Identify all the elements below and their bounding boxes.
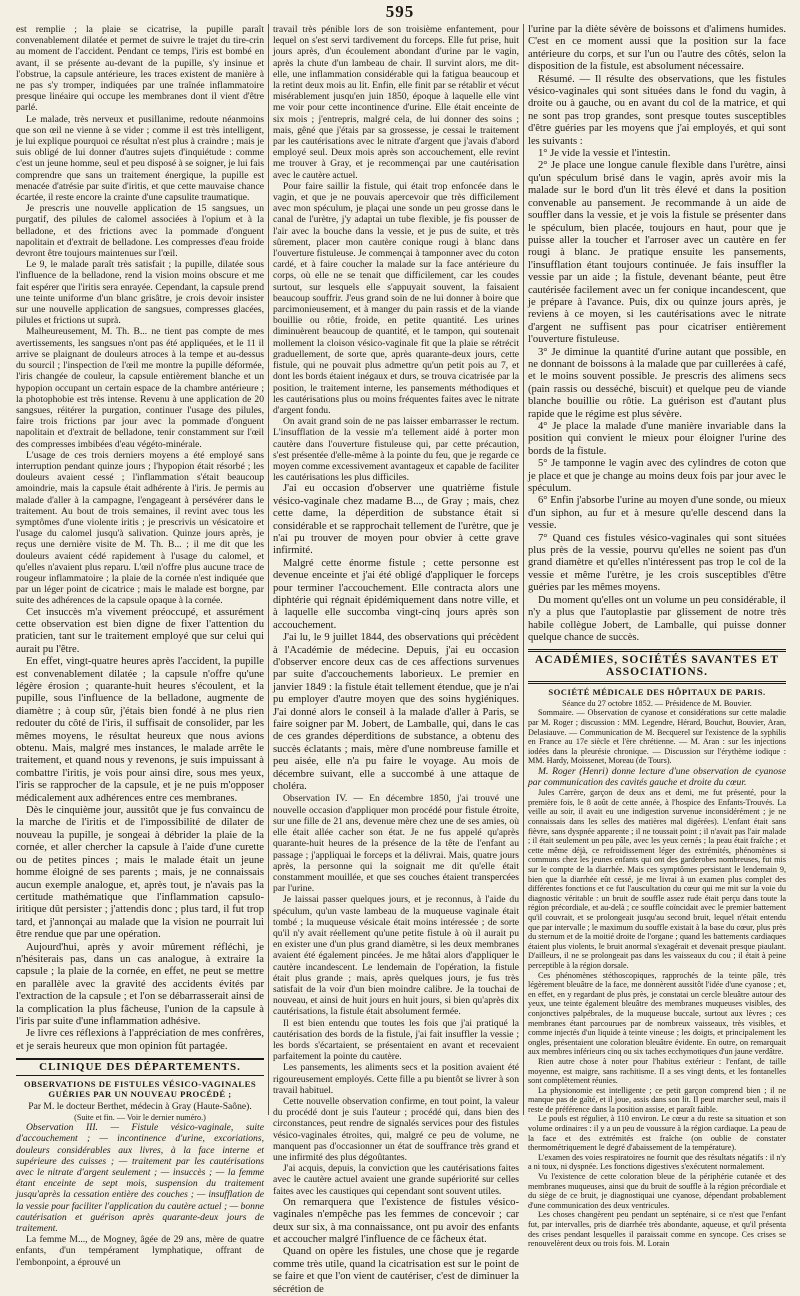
- paragraph: J'ai lu, le 9 juillet 1844, des observations qui précèdent à l'Académie de médecine. Depuis, j'ai eu occasion d'observer encore deux cas de ces affections survenues par suite d'accouchements laborieux. Le premier en janvier 1849 : la fistule était tellement étendue, que je n'ai pu employer d'autre moyen que des soins hygiéniques. J'ai donné alors le conseil à la malade d'aller à Paris, se faire soigner par M. Jobert, de Lamballe, qui, dans le cas de ces grandes déperditions de substance, a obtenu des succès éclatants ; mais, mère d'une nombreuse famille et peu aisée, elle n'a pu faire le voyage. Au mois de décembre suivant, elle a succombé à une attaque de choléra.: [273, 632, 519, 793]
- paragraph: L'usage de ces trois derniers moyens a été employé sans interruption pendant quinze jours ; l'hypopion était résorbé ; les douleurs avaient cessé ; l'inflammation s'était beaucoup amoindrie, mais la capsule était adhérente à l'iris. Je permis au malade d'aller à la campagne, l'engageant à persévérer dans le traitement. Au bout de trois semaines, il revint avec tous les symptômes d'une violente iritis ; je prescrivis un vésicatoire et l'usage du calomel jusqu'à salivation. Quinze jours après, je reçus une dernière visite de M. Th. B... ; il me dit que les douleurs avaient cédé rapidement à l'usage du calomel, et qu'elles n'avaient plus reparu. L'œil n'offre plus aucune trace de rougeur inflammatoire ; la plaie de la cornée n'est indiquée que par un léger point de cicatrice ; mais le malade est borgne, par suite des adhérences de la capsule opaque à la cornée.: [16, 449, 264, 607]
- paragraph: Ces phénomènes stéthoscopiques, rapprochés de la teinte pâle, très légèrement bleuâtre de la face, me donnèrent aussitôt l'idée d'une cyanose ; et, en effet, en y regardant de plus près, je constatai un cercle bleuâtre autour des yeux, une teinte également bleuâtre des membranes muqueuses visibles, des conjonctives palpébrales, de la muqueuse buccale, surtout aux lèvres ; ces membranes étant parcourues par de nombreux vaisseaux, très visibles, et comme injectés d'un liquide à teinte vineuse ; les doigts, et principalement les ongles, présentaient une coloration bleuâtre évidente. En outre, on remarquait aux membres inférieurs cinq ou six taches ecchymotiques d'un jaune verdâtre.: [528, 970, 786, 1057]
- paragraph: La femme M..., de Mogney, âgée de 29 ans, mère de quatre enfants, d'un tempérament lymphatique, offrant de l'embonpoint, a éprouvé un: [16, 1234, 264, 1268]
- paragraph: On avait grand soin de ne pas laisser embarrasser le rectum. L'insufflation de la vessie m'a tellement aidé à porter mon cautère dans l'ouverture fistuleuse qui, par cette précaution, s'est présentée d'elle-même à la pointe du feu, que je regarde ce moyen comme excessivement avantageux et capable de faciliter les cautérisations les plus difficiles.: [273, 416, 519, 484]
- list-item: 5° Je tamponne le vagin avec des cylindres de coton que je place et que je change au moins deux fois par jour avec le spéculum.: [528, 458, 786, 495]
- paragraph: Les choses changèrent peu pendant un septénaire, si ce n'est que l'enfant fut, par intervalles, pris de diarrhée très abondante, aqueuse, et qu'il présenta des crises pendant lesquelles il paraissait comme en syncope. Ces crises se renouvelèrent deux ou trois fois. M. Lorain: [528, 1210, 786, 1249]
- paragraph: Vu l'existence de cette coloration bleue de la périphérie cutanée et des membranes muqueuses, ainsi que du bruit de souffle à la région précordiale et du siège de ce bruit, je diagnostiquai une cyanose, dépendant probablement d'une communication des deux ventricules.: [528, 1172, 786, 1210]
- society-title: SOCIÉTÉ MÉDICALE DES HÔPITAUX DE PARIS.: [548, 686, 766, 697]
- column-left: [16, 24, 264, 1268]
- paragraph: Aujourd'hui, après y avoir mûrement réfléchi, je n'hésiterais pas, dans un cas analogue, à extraire la capsule ; la plaie de la cornée, en effet, ne peut se mettre en parallèle avec la gravité des accidents évités par l'extraction de la capsule ; et l'on se débarrasserait ainsi de la complication la plus fâcheuse, l'union de la capsule à l'iris par suite d'une inflammation adhésive.: [16, 941, 264, 1027]
- paragraph: Cet insuccès m'a vivement préoccupé, et assurément cette observation est bien digne de fixer l'attention du praticien, tant sur le traitement employé que sur celui qui aurait pu l'être.: [16, 606, 264, 655]
- list-item: 4° Je place la malade d'une manière invariable dans la position qui convient le mieux pour éloigner l'urine des bords de la fistule.: [528, 421, 786, 457]
- paragraph: La physionomie est intelligente ; ce petit garçon comprend bien ; il ne manque pas de gaîté, et il joue, assis dans son lit. Il peut marcher seul, mais il reste de préférence dans la position assise, et paraît faible.: [528, 1085, 786, 1114]
- section-heading: ACADÉMIES, SOCIÉTÉS SAVANTES ET ASSOCIATIONS.: [528, 649, 786, 683]
- column-rule: [268, 24, 269, 1115]
- observation-paragraph: Observation IV. — En décembre 1850, j'ai trouvé une nouvelle occasion d'appliquer mon procédé pour fistule étroite, sur une fille de 21 ans, devenue mère chez une de ses amies, où elle était allée cacher son état. Je ne fus appelé qu'après quarante-huit heures de la présence de la tête de l'enfant au passage ; j'appliquai le forceps et la délivrai. Mais, quatre jours après, la personne qui la soignait me dit qu'elle était constamment mouillée, et que ses couches étaient transpercées par l'urine.: [273, 793, 519, 895]
- paragraph: Cette nouvelle observation confirme, en tout point, la valeur du procédé dont je suis l'auteur ; procédé qui, dans bien des circonstances, peut rendre de signalés services pour des fistules vésico-vaginales étroites, qui, malgré ce peu de volume, ne manquent pas d'occasionner un état de souffrance très grand et une infirmité des plus dégoûtantes.: [273, 1095, 519, 1163]
- list-item: 6° Enfin j'absorbe l'urine au moyen d'une sonde, ou mieux d'un siphon, au fur et à mesure qu'elle descend dans la vessie.: [528, 495, 786, 532]
- paragraph: Je laissai passer quelques jours, et je reconnus, à l'aide du spéculum, qu'un vaste lambeau de la muqueuse vaginale était tombé ; la muqueuse vésicale était moins intéressée ; de sorte qu'il n'y avait réellement qu'une petite fistule à où il aurait pu en exister une d'un plus grand diamètre, si les deux membranes avaient été également pincées. Je me hâtai alors d'appliquer le cautère incandescent. Le lendemain de l'opération, la fistule était plus grande ; mais, après quelques jours, je fus très satisfait de la voir d'un bien moindre calibre. Je la touchai de nouveau, et ainsi de huit jours en huit jours, si bien qu'après dix cautérisations, la fistule était absolument fermée.: [273, 894, 519, 1018]
- paragraph: J'ai acquis, depuis, la conviction que les cautérisations faites avec le cautère actuel avaient une grande supériorité sur celles faites avec les caustiques qui cependant sont souvent utiles.: [273, 1163, 519, 1197]
- paragraph: Les pansements, les aliments secs et la position avaient été rigoureusement employés. Cette fille a pu bientôt se livrer à son travail habituel.: [273, 1062, 519, 1096]
- seance-line: Séance du 27 octobre 1852. — Présidence de M. Bouvier.: [562, 698, 752, 708]
- summary-paragraph: Sommaire. — Observation de cyanose et considérations sur cette maladie par M. Roger ; discussion : MM. Legendre, Hérard, Bouchut, Bouvier, Aran, Delasiauve. — Communication de M. Becquerel sur l'existence de la syphilis en France au 17e siècle et l'ère chrétienne. — M. Aran : sur les injections iodées dans la pleurésie chronique. — Discussion sur l'érythème iodique : MM. Hardy, Moissenet, Moreau (de Tours).: [528, 708, 786, 766]
- paragraph: Il est bien entendu que toutes les fois que j'ai pratiqué la cautérisation des bords de la fistule, j'ai fait insuffler la vessie ; les bords s'écartaient, se présentaient en avant et recevaient parfaitement la pointe du cautère.: [273, 1017, 519, 1063]
- column-right: [528, 24, 786, 1249]
- list-item: 3° Je diminue la quantité d'urine autant que possible, en ne donnant de boissons à la malade que par cuillerées à café, et le moins souvent possible. Je prescris des alimens secs (pain rassis ou desséché, biscuit) et quelque peu de viande blanche bouillie ou rôtie. La guérison est d'autant plus rapide que le régime est plus sévère.: [528, 346, 786, 420]
- paragraph: Malgré cette énorme fistule ; cette personne est devenue enceinte et j'ai été obligé d'appliquer le forceps pour terminer l'accouchement. Elle contracta alors une diphtérie qui régnait épidémiquement dans notre ville, et à laquelle elle succomba vingt-cinq jours après son accouchement.: [273, 557, 519, 631]
- paragraph: J'ai eu occasion d'observer une quatrième fistule vésico-vaginale chez madame B..., de Gray ; mais, chez cette dame, la déperdition de substance était si considérable et se rapprochait tellement de l'urètre, que je n'ai pu trouver de moyen pour obvier à cette grave infirmité.: [273, 483, 519, 557]
- paragraph: Jules Carrère, garçon de deux ans et demi, me fut présenté, pour la première fois, le 8 août de cette année, à l'hospice des Enfants-Trouvés. La veille au soir, il avait eu une indigestion survenue inconsidérément ; je ne connaissais dans les selles des matières mal digérées). L'enfant était sans fièvre, sans dyspnée apparente ; il ne toussait point ; il n'avait pas l'air malade ; il était seulement un peu pâle, avec les yeux cernés ; la peau était fraîche ; et cette même déjà, ce refroidissement léger des extrémités, phénomènes si communs chez les jeunes enfants qui ont des garderobes nombreuses, fut mis sur le compte de la diarrhée. Mais ces symptômes persistant le lendemain 9, bien que la diarrhée eût cessé, je me livrai à un examen plus complet des différentes fonctions et ce fut l'auscultation du cœur qui me mit sur la voie du diagnostic véritable : un bruit de souffle assez rude était perçu dans toute la région précordiale, et au-delà ; ce souffle coïncidait avec le premier battement qu'il couvrait, et se prolongeait jusqu'au second bruit, lequel n'était entendu que par intervalle ; le maximum du souffle existait à la base du cœur, plus près du sternum et de la moitié droite de l'organe ; quand les battements cardiaques étaient plus violents, le bruit anormal s'exagérait et devenait presque piaulant. D'ailleurs, il ne se prolongeait pas dans les vaisseaux du cou ; il était à peine perceptible à la région dorsale.: [528, 788, 786, 970]
- paragraph: Je prescris une nouvelle application de 15 sangsues, un purgatif, des pilules de calomel associées à l'opium et à la belladone, et des frictions avec la pommade d'onguent napolitain et d'extrait de belladone. Les compresses d'eau froide devront être toujours maintenues sur l'œil.: [16, 203, 264, 260]
- paragraph: En effet, vingt-quatre heures après l'accident, la pupille est convenablement dilatée ; la capsule n'offre qu'une légère érosion ; quarante-huit heures s'écoulent, et la pupille, sous l'influence de la belladone, augmente de diamètre ; à coup sûr, j'étais bien fondé à ne plus rien redouter du côté de l'iris, il suffisait de consolider, par les mêmes moyens, le résultat heureux que nous avions obtenu. Mais, malgré mes instances, le malade arrête le traitement, et quand nous y revenons, je suis impuissant à combattre l'iritis, je vois pour ainsi dire, sous mes yeux, l'iris se rapprocher de la capsule, et je ne puis m'opposer médicalement aux adhérences entre ces membranes.: [16, 656, 264, 804]
- page-number: 595: [385, 2, 415, 21]
- continuation-note: (Suite et fin. — Voir le dernier numéro.): [74, 1112, 206, 1122]
- list-item: 2° Je place une longue canule flexible dans l'urètre, ainsi qu'un spéculum brisé dans le vagin, après avoir mis la malade sur le bord d'un lit très élevé et dans la position convenable au pansement. Je recommande à un aide de souffler dans la vessie, et je vois la fistule se présenter dans le spéculum, bien placée, toujours en haut, pour que je puisse aller la toucher et l'arroser avec un cautère en fer rougi à blanc. Je pratique ensuite les pansements, l'insufflation étant toujours continuée. Je fais insuffler la vessie par un aide ; la fistule, devenant béante, peut être cautérisée facilement avec un fer conique incandescent, que je prépare à l'avance. Puis, dix ou quinze jours après, je reviens à ce moyen, si les cautérisations avec le nitrate d'argent ne suffisent pas pour cicatriser entièrement l'ouverture fistuleuse.: [528, 160, 786, 346]
- paragraph: M. Roger (Henri) donne lecture d'une observation de cyanose par communication des cavités gauche et droite du cœur.: [528, 765, 786, 789]
- column-middle: [273, 24, 519, 1295]
- article-title: OBSERVATIONS DE FISTULES VÉSICO-VAGINALES GUÉRIES PAR UN NOUVEAU PROCÉDÉ ;: [23, 1079, 257, 1100]
- paragraph: Quand on opère les fistules, une chose que je regarde comme très utile, quand la cicatrisation est sur le point de se faire et que l'on vient de cautériser, c'est de diminuer la sécrétion de: [273, 1246, 519, 1295]
- observation-summary: Observation III. — Fistule vésico-vaginale, suite d'accouchement ; — incontinence d'urine, excoriations, douleurs considérables aux livres, à la face interne et supérieure des cuisses ; — traitement par les cautérisations avec le nitrate d'argent seulement ; — insuccès ; — la femme étant enceinte de sept mois, suspension du traitement jusqu'après la cessation entière des couches ; — insufflation de la vessie pour faciliter l'application du cautère actuel ; — bonne cautérisation et guérison après quarante-deux jours de traitement.: [16, 1122, 264, 1235]
- paragraph: l'urine par la diète sévère de boissons et d'alimens humides. C'est en ce moment aussi que la position sur la face antérieure du corps, et sur l'un ou l'autre des côtés, selon la disposition de la fistule, est absolument nécessaire.: [528, 24, 786, 73]
- paragraph: Le pouls est régulier, à 110 environ. Le cœur a du reste sa situation et son volume ordinaires : il y a un peu de voussure à la région cardiaque. La peau de la face et des extrémités est fraîche (on oublie de constater thermométriquement le degré d'abaissement de la température).: [528, 1114, 786, 1153]
- paragraph: Résumé. — Il résulte des observations, que les fistules vésico-vaginales qui sont situées dans le fond du vagin, à droite ou à gauche, ou en avant du col de la matrice, et qui ne sont pas trop grandes, sont presque toutes susceptibles d'être guéries par les moyens que j'ai employés, et qui sont les suivants :: [528, 73, 786, 147]
- paragraph: Dès le cinquième jour, aussitôt que je fus convaincu de la marche de l'iritis et de l'impossibilité de dilater de nouveau la pupille, je songeai à débrider la plaie de la cornée, et aller chercher la capsule à l'aide d'une curette ou de petites pinces ; mais le malade était un jeune homme éloigné de ses parents ; mais, je ne connaissais aucun exemple analogue, et, après tout, je n'avais pas la certitude mathématique que l'inflammation capsulo-iritique dût persister ; j'attendis donc ; plus tard, il fut trop tard, et j'annonçai au malade que la vision ne pourrait lui être rendue que par une opération.: [16, 805, 264, 941]
- paragraph: Pour faire saillir la fistule, qui était trop enfoncée dans le vagin, et que je ne pouvais apercevoir que très difficilement avec mon spéculum, je plaçai une sonde un peu grosse dans le canal de l'urètre, j'y adaptai un tube flexible, je fis pousser de l'air avec la bouche dans la vessie, et je pus de suite, et très sûrement, placer mon cautère conique rougi à blanc dans l'ouverture fistuleuse. Je commençai à tamponner avec du coton cardé, et à faire coucher la malade sur la face antérieure du corps, où elle ne se tenait que difficilement, car les coudes surtout, sur lesquels elle s'appuyait souvent, la faisaient beaucoup souffrir. J'eus grand soin de ne lui donner à boire que parcimonieusement, et à manger du pain rassis et de la viande bouillie ou rôtie, froide, en petite quantité. Les urines diminuèrent beaucoup de quantité, et le tampon, qui soutenait mollement la cloison vésico-vaginale fit que la plaie se rétrécit graduellement, de sorte que, après quarante-deux jours, cette fistule, qui ne pouvait plus admettre qu'un petit pois au 7, et dont les bords étaient inégaux et durs, se trouva cicatrisée par la position, le traitement interne, les pansements méthodiques et les cautérisations plus ou moins fréquentes faites avec le nitrate d'argent fondu.: [273, 180, 519, 416]
- paragraph: Rien autre chose à noter pour l'habitus extérieur : l'enfant, de taille moyenne, est maigre, sans rachitisme. Il a ses vingt dents, et les fontanelles sont complètement réunies.: [528, 1056, 786, 1086]
- paragraph: Le 9, le malade paraît très satisfait ; la pupille, dilatée sous l'influence de la belladone, rend la vision moins obscure et me fait espérer que l'iritis sera enrayée. Cependant, la capsule prend une teinte uniforme d'un blanc grisâtre, je crois devoir insister sur une nouvelle application de sangsues, compresses glacées, pilules et frictions ut suprà.: [16, 259, 264, 327]
- paragraph: Le malade, très nerveux et pusillanime, redoute néanmoins que son œil ne vienne à se vider ; comme il est très intelligent, je lui explique pourquoi ce résultat n'est plus à craindre ; mais je suis obligé de lui donner d'autres sujets d'inquiétude : comme c'est un jeune homme, seul et peu disposé à se soigner, je lui fais comprendre que sans un traitement énergique, la pupille est menacée d'atrésie par suite d'iritis, et que cette mauvaise chance écartée, il reste encore la crainte d'une capsulite traumatique.: [16, 113, 264, 204]
- paragraph: Malheureusement, M. Th. B... ne tient pas compte de mes avertissements, les sangsues n'ont pas été appliquées, et le 11 il arrive se plaignant de douleurs atroces à la tempe et au-dessus du sourcil ; l'inspection de l'œil me montre la pupille déformée, l'iris changée de couleur, la capsule entièrement blanche et un hypopion occupant un certain espace de la chambre antérieure ; la photophobie est très intense. Revenu à une application de 20 sangsues, réitérer la purgation, continuer l'usage des pilules, faire trois frictions par jour avec la pommade d'onguent napolitain et d'extrait de belladone, tenir constamment sur l'œil des compresses imbibées d'eau végéto-minérale.: [16, 326, 264, 450]
- section-heading: CLINIQUE DES DÉPARTEMENTS.: [16, 1058, 264, 1076]
- paragraph: Du moment qu'elles ont un volume un peu considérable, il n'y a plus que l'autoplastie par glissement de notre très habile collègue Jobert, de Lamballe, qui puisse donner quelque chance de succès.: [528, 594, 786, 643]
- list-item: 7° Quand ces fistules vésico-vaginales qui sont situées plus près de la vessie, pourvu qu'elles ne soient pas d'un grand diamètre et qu'elles n'intéressent pas trop le col de la vessie et même l'urètre, je les crois susceptibles d'être guéries par les mêmes moyens.: [528, 532, 786, 594]
- column-rule: [523, 24, 524, 1115]
- byline: Par M. le docteur Berthet, médecin à Gray (Haute-Saône).: [28, 1101, 252, 1113]
- paragraph: est remplie ; la plaie se cicatrise, la pupille paraît convenablement dilatée et permet de suivre le trajet du tire-crin au moment de l'accident. Pendant ce temps, l'iris est bombé en avant, il se présente au-devant de la pupille, s'y insinue et l'obstrue, la capsule antérieure, les traces existent de manière à ne pas s'y tromper, indiquées par une traînée inflammatoire presque linéaire qui occupe les membranes dont il vient d'être parlé.: [16, 24, 264, 114]
- list-item: 1° Je vide la vessie et l'intestin.: [538, 148, 671, 160]
- paragraph: Je livre ces réflexions à l'appréciation de mes confrères, et je serais heureux que mon opinion fût partagée.: [16, 1028, 264, 1052]
- paragraph: travail très pénible lors de son troisième enfantement, pour lequel on s'est servi tardivement du forceps. Elle fut prise, huit jours après, d'un écoulement abondant d'urine par le vagin, après la chute d'un lambeau de chair. Il survint alors, me dit-elle, une inflammation considérable qui la fatigua beaucoup et la retint deux mois au lit. Enfin, elle finit par se rétablir et vécut misérablement jusqu'en juin 1850, époque à laquelle elle vint me voir pour cette incontinence d'urine. Elle était enceinte de six mois ; j'entrepris, malgré cela, de lui donner des soins ; mais, gêné que j'étais par sa grossesse, je cessai le traitement par les cautérisations avec le nitrate d'argent que j'avais d'abord employé seul. Deux mois après son accouchement, elle revint me trouver à Gray, et je recommençai par une cautérisation avec le cautère actuel.: [273, 24, 519, 181]
- paragraph: On remarquera que l'existence de fistules vésico-vaginales n'empêche pas les femmes de concevoir ; car deux sur six, à ma connaissance, ont pu avoir des enfants et accoucher malgré l'influence de ce fâcheux état.: [273, 1196, 519, 1246]
- paragraph: L'examen des voies respiratoires ne fournit que des résultats négatifs : il n'y a ni toux, ni dyspnée. Les fonctions digestives s'exécutent normalement.: [528, 1152, 786, 1172]
